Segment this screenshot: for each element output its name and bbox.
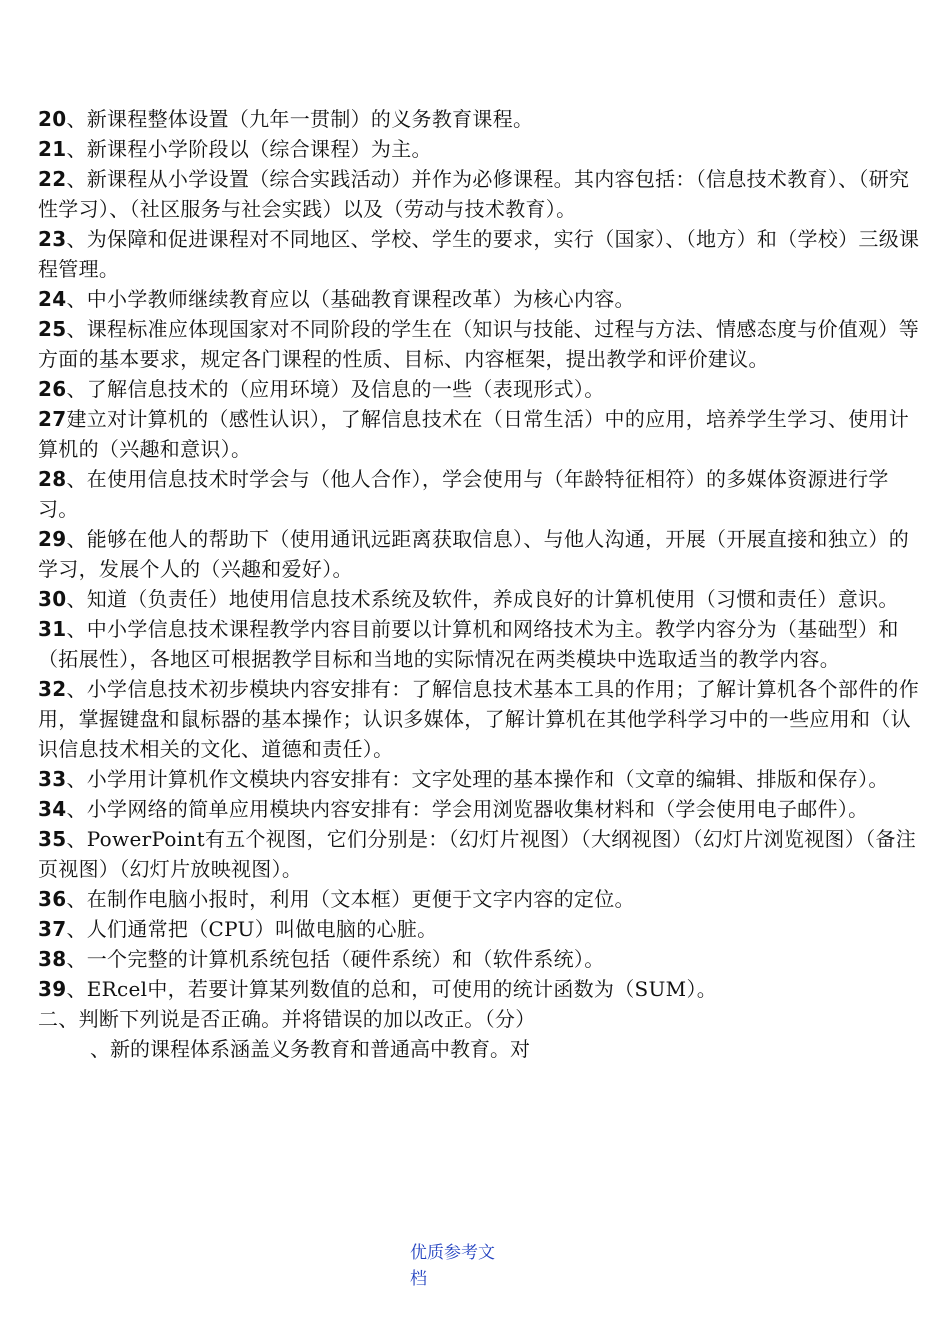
question-number: 33 bbox=[38, 767, 67, 791]
question-number: 39 bbox=[38, 977, 67, 1001]
question-number: 35 bbox=[38, 827, 67, 851]
footer-line-2: 档 bbox=[410, 1269, 427, 1289]
question-item bbox=[38, 134, 928, 164]
question-item bbox=[38, 314, 928, 374]
question-item bbox=[38, 614, 928, 674]
question-item bbox=[38, 674, 928, 764]
section-heading: 二、判断下列说是否正确。并将错误的加以改正。（分） bbox=[38, 1007, 536, 1031]
question-text: 、新课程整体设置（九年一贯制）的义务教育课程。 bbox=[66, 107, 534, 131]
question-text: 、能够在他人的帮助下（使用通讯远距离获取信息）、与他人沟通，开展（开展直接和独立）的学习，发展个人的（兴趣和爱好）。 bbox=[38, 527, 910, 581]
footer-line-1: 优质参考文 bbox=[410, 1243, 495, 1263]
question-number: 21 bbox=[38, 137, 67, 161]
question-item bbox=[38, 794, 928, 824]
question-number: 31 bbox=[38, 617, 67, 641]
question-text: 、了解信息技术的（应用环境）及信息的一些（表现形式）。 bbox=[66, 377, 605, 401]
question-number: 32 bbox=[38, 677, 67, 701]
question-text: 、为保障和促进课程对不同地区、学校、学生的要求，实行（国家）、（地方）和（学校）三级课程管理。 bbox=[38, 227, 920, 281]
question-text: 、在制作电脑小报时，利用（文本框）更便于文字内容的定位。 bbox=[66, 887, 635, 911]
question-number: 38 bbox=[38, 947, 67, 971]
question-item bbox=[38, 104, 928, 134]
question-number: 34 bbox=[38, 797, 67, 821]
question-list bbox=[38, 104, 928, 1004]
question-item bbox=[38, 824, 928, 884]
question-text: 、小学用计算机作文模块内容安排有：文字处理的基本操作和（文章的编辑、排版和保存）。 bbox=[66, 767, 889, 791]
question-text: 、一个完整的计算机系统包括（硬件系统）和（软件系统）。 bbox=[66, 947, 605, 971]
question-text: 、ERcel中，若要计算某列数值的总和，可使用的统计函数为（SUM）。 bbox=[66, 977, 718, 1001]
question-number: 37 bbox=[38, 917, 67, 941]
question-number: 25 bbox=[38, 317, 67, 341]
question-text: 、中小学信息技术课程教学内容目前要以计算机和网络技术为主。教学内容分为（基础型）和（拓展性），各地区可根据教学目标和当地的实际情况在两类模块中选取适当的教学内容。 bbox=[38, 617, 899, 671]
question-item bbox=[38, 464, 928, 524]
question-text: 、中小学教师继续教育应以（基础教育课程改革）为核心内容。 bbox=[66, 287, 635, 311]
question-text: 、在使用信息技术时学会与（他人合作），学会使用与（年龄特征相符）的多媒体资源进行学习。 bbox=[38, 467, 889, 521]
question-number: 26 bbox=[38, 377, 67, 401]
question-number: 29 bbox=[38, 527, 67, 551]
question-text: 、新课程从小学设置（综合实践活动）并作为必修课程。其内容包括：（信息技术教育）、（研究性学习）、（社区服务与社会实践）以及（劳动与技术教育）。 bbox=[38, 167, 910, 221]
question-item bbox=[38, 284, 928, 314]
question-text: 、人们通常把（CPU）叫做电脑的心脏。 bbox=[66, 917, 438, 941]
question-number: 20 bbox=[38, 107, 67, 131]
question-text: 、课程标准应体现国家对不同阶段的学生在（知识与技能、过程与方法、情感态度与价值观）等方面的基本要求，规定各门课程的性质、目标、内容框架，提出教学和评价建议。 bbox=[38, 317, 920, 371]
section-item: 、新的课程体系涵盖义务教育和普通高中教育。对 bbox=[90, 1037, 530, 1061]
question-item bbox=[38, 404, 928, 464]
question-text: 、知道（负责任）地使用信息技术系统及软件，养成良好的计算机使用（习惯和责任）意识。 bbox=[66, 587, 899, 611]
question-item bbox=[38, 884, 928, 914]
question-item bbox=[38, 374, 928, 404]
question-item bbox=[38, 524, 928, 584]
question-number: 24 bbox=[38, 287, 67, 311]
document-body bbox=[38, 104, 928, 1064]
question-item bbox=[38, 224, 928, 284]
question-text: 、小学信息技术初步模块内容安排有：了解信息技术基本工具的作用；了解计算机各个部件的作用，掌握键盘和鼠标器的基本操作；认识多媒体，了解计算机在其他学科学习中的一些应用和（认识信息技术相关的文化、道德和责任）。 bbox=[38, 677, 920, 761]
question-item bbox=[38, 584, 928, 614]
question-text: 、PowerPoint有五个视图，它们分别是：（幻灯片视图）（大纲视图）（幻灯片浏览视图）（备注页视图）（幻灯片放映视图）。 bbox=[38, 827, 917, 881]
question-item bbox=[38, 764, 928, 794]
question-number: 36 bbox=[38, 887, 67, 911]
question-number: 27 bbox=[38, 407, 67, 431]
question-text: 建立对计算机的（感性认识），了解信息技术在（日常生活）中的应用，培养学生学习、使用计算机的（兴趣和意识）。 bbox=[38, 407, 910, 461]
question-number: 30 bbox=[38, 587, 67, 611]
question-item bbox=[38, 914, 928, 944]
question-text: 、小学网络的简单应用模块内容安排有：学会用浏览器收集材料和（学会使用电子邮件）。 bbox=[66, 797, 869, 821]
question-text: 、新课程小学阶段以（综合课程）为主。 bbox=[66, 137, 432, 161]
question-number: 22 bbox=[38, 167, 67, 191]
question-item bbox=[38, 974, 928, 1004]
footer-watermark bbox=[410, 1240, 520, 1292]
question-item bbox=[38, 164, 928, 224]
question-number: 28 bbox=[38, 467, 67, 491]
question-item bbox=[38, 944, 928, 974]
question-number: 23 bbox=[38, 227, 67, 251]
